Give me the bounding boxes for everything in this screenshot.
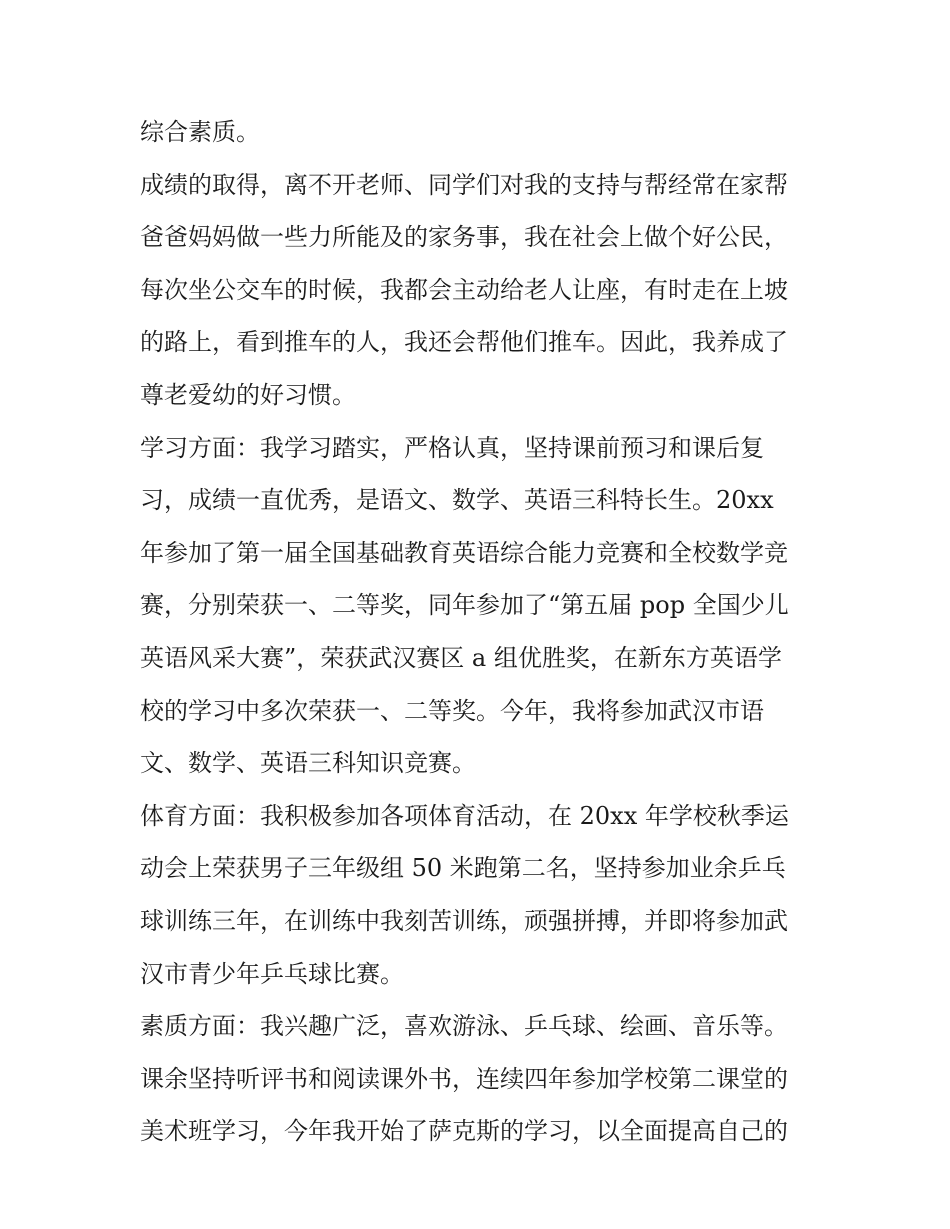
text-line: 校的学习中多次荣获一、二等奖。今年，我将参加武汉市语 — [140, 696, 764, 725]
text-line: 习，成绩一直优秀，是语文、数学、英语三科特长生。20xx — [140, 486, 774, 515]
text-line: 素质方面：我兴趣广泛，喜欢游泳、乒乓球、绘画、音乐等。 — [140, 1012, 788, 1041]
text-line: 课余坚持听评书和阅读课外书，连续四年参加学校第二课堂的 — [140, 1064, 788, 1093]
text-line: 汉市青少年乒乓球比赛。 — [140, 959, 404, 988]
body-text — [140, 106, 820, 1158]
text-line: 年参加了第一届全国基础教育英语综合能力竞赛和全校数学竞 — [140, 538, 788, 567]
text-line: 学习方面：我学习踏实，严格认真，坚持课前预习和课后复 — [140, 433, 764, 462]
text-line: 尊老爱幼的好习惯。 — [140, 380, 356, 409]
text-line: 赛，分别荣获一、二等奖，同年参加了“第五届 pop 全国少儿 — [140, 591, 789, 620]
text-line: 综合素质。 — [140, 118, 260, 146]
text-line: 的路上，看到推车的人，我还会帮他们推车。因此，我养成了 — [140, 328, 788, 357]
text-line: 美术班学习，今年我开始了萨克斯的学习，以全面提高自己的 — [140, 1117, 788, 1146]
text-line: 每次坐公交车的时候，我都会主动给老人让座，有时走在上坡 — [140, 275, 788, 304]
text-line: 体育方面：我积极参加各项体育活动，在 20xx 年学校秋季运 — [140, 801, 789, 830]
text-line: 球训练三年，在训练中我刻苦训练，顽强拼搏，并即将参加武 — [140, 906, 788, 935]
text-line: 成绩的取得，离不开老师、同学们对我的支持与帮经常在家帮 — [140, 170, 788, 199]
text-line: 爸爸妈妈做一些力所能及的家务事，我在社会上做个好公民， — [140, 223, 788, 252]
text-line: 动会上荣获男子三年级组 50 米跑第二名，坚持参加业余乒乓 — [140, 854, 786, 883]
text-line: 英语风采大赛”，荣获武汉赛区 a 组优胜奖，在新东方英语学 — [140, 643, 782, 672]
text-line: 文、数学、英语三科知识竞赛。 — [140, 749, 476, 778]
